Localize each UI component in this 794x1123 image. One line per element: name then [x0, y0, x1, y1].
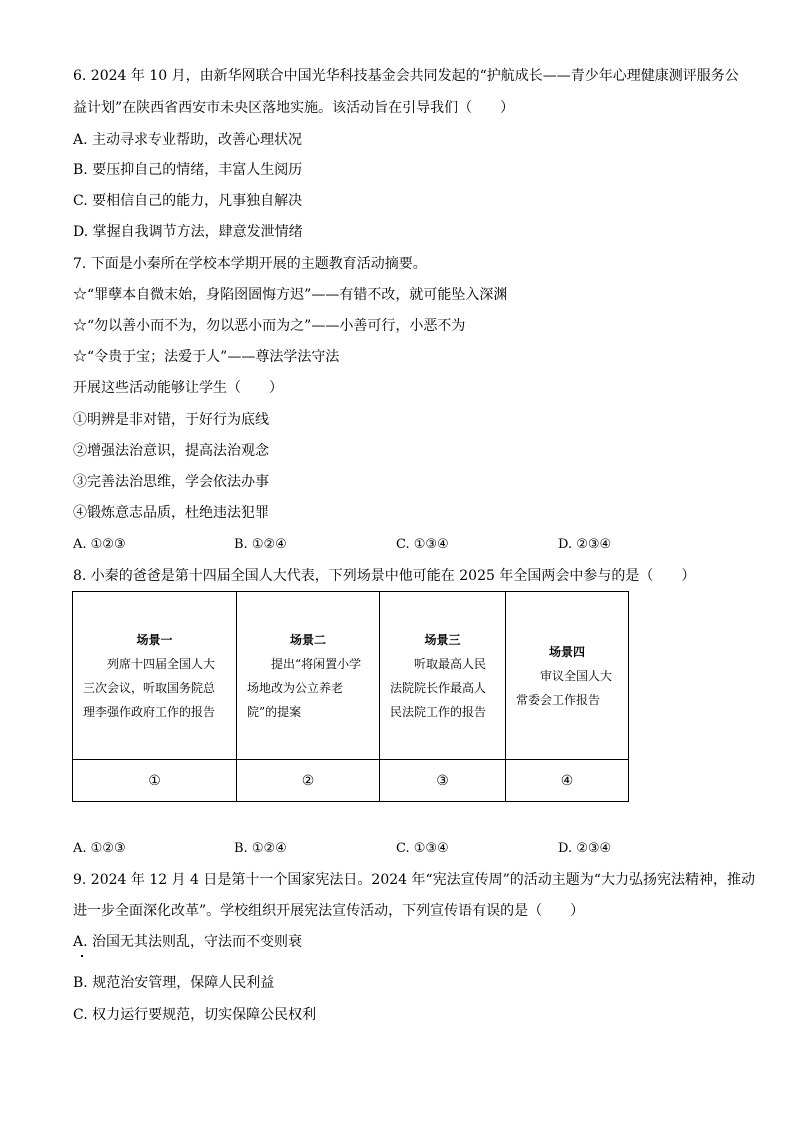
q7-statement-4: ④锻炼意志品质，杜绝违法犯罪 [73, 505, 269, 521]
scene-3-body: 听取最高人民法院院长作最高人民法院工作的报告 [390, 656, 487, 719]
q7-choice-b: B. ①②④ [234, 537, 287, 552]
scene-4-title: 场景四 [548, 644, 585, 659]
q8-choice-d: D. ②③④ [558, 841, 612, 856]
scene-2-body: 提出“将闲置小学场地改为公立养老院”的提案 [247, 656, 362, 719]
scene-4-cell [506, 592, 629, 760]
q9-option-b: B. 规范治安管理，保障人民利益 [73, 975, 275, 991]
scene-3-cell [380, 592, 506, 760]
q7-choice-c: C. ①③④ [396, 537, 449, 552]
scene-1-title: 场景一 [136, 632, 173, 647]
q9-option-a: A. 治国无其法则乱，守法而不变则衰 [73, 934, 303, 950]
q7-item-1: ☆“罪孽本自微末始，身陷囹圄悔方迟”——有错不改，就可能坠入深渊 [73, 287, 508, 303]
stray-dot [81, 955, 83, 957]
scene-2-title: 场景二 [289, 632, 326, 647]
q8-choice-a: A. ①②③ [73, 841, 126, 856]
scene-4-body: 审议全国人大常委会工作报告 [516, 668, 613, 707]
scene-4-mark: ④ [506, 760, 629, 802]
scene-1-mark: ① [73, 760, 237, 802]
q7-item-3: ☆“令贵于宝；法爱于人”——尊法学法守法 [73, 349, 340, 365]
q6-option-a: A. 主动寻求专业帮助，改善心理状况 [73, 132, 303, 148]
q6-option-c: C. 要相信自己的能力，凡事独自解决 [73, 193, 303, 209]
q7-statement-1: ①明辨是非对错，于好行为底线 [73, 412, 269, 428]
q9-stem-line2: 进一步全面深化改革”。学校组织开展宪法宣传活动，下列宣传语有误的是（ ） [73, 903, 585, 919]
q7-statement-3: ③完善法治思维，学会依法办事 [73, 474, 269, 490]
scene-2-mark: ② [237, 760, 380, 802]
q8-choice-b: B. ①②④ [234, 841, 287, 856]
q8-scene-table [72, 591, 629, 802]
scene-1-cell [73, 592, 237, 760]
q8-stem: 8. 小秦的爸爸是第十四届全国人大代表，下列场景中他可能在 2025 年全国两会中参与的是（ ） [73, 568, 696, 584]
q6-option-b: B. 要压抑自己的情绪，丰富人生阅历 [73, 162, 303, 178]
q7-item-2: ☆“勿以善小而不为，勿以恶小而为之”——小善可行，小恶不为 [73, 318, 466, 334]
scene-2-cell [237, 592, 380, 760]
q6-option-d: D. 掌握自我调节方法，肆意发泄情绪 [73, 224, 303, 240]
q9-option-c: C. 权力运行要规范，切实保障公民权利 [73, 1007, 317, 1023]
q7-stem: 7. 下面是小秦所在学校本学期开展的主题教育活动摘要。 [73, 256, 427, 272]
q7-statement-2: ②增强法治意识，提高法治观念 [73, 443, 269, 459]
q7-choice-d: D. ②③④ [558, 537, 612, 552]
q6-stem-line1: 6. 2024 年 10 月，由新华网联合中国光华科技基金会共同发起的“护航成长——青少年心理健康测评服务公 [73, 68, 739, 84]
q8-choice-c: C. ①③④ [396, 841, 449, 856]
q7-prompt: 开展这些活动能够让学生（ ） [73, 380, 283, 396]
scene-3-title: 场景三 [424, 632, 461, 647]
q9-stem-line1: 9. 2024 年 12 月 4 日是第十一个国家宪法日。2024 年“宪法宣传周”的活动主题为“大力弘扬宪法精神，推动 [73, 872, 755, 888]
scene-1-body: 列席十四届全国人大三次会议，听取国务院总理李强作政府工作的报告 [83, 656, 216, 719]
q7-choice-a: A. ①②③ [73, 537, 126, 552]
scene-3-mark: ③ [380, 760, 506, 802]
q6-stem-line2: 益计划”在陕西省西安市未央区落地实施。该活动旨在引导我们（ ） [73, 100, 515, 116]
